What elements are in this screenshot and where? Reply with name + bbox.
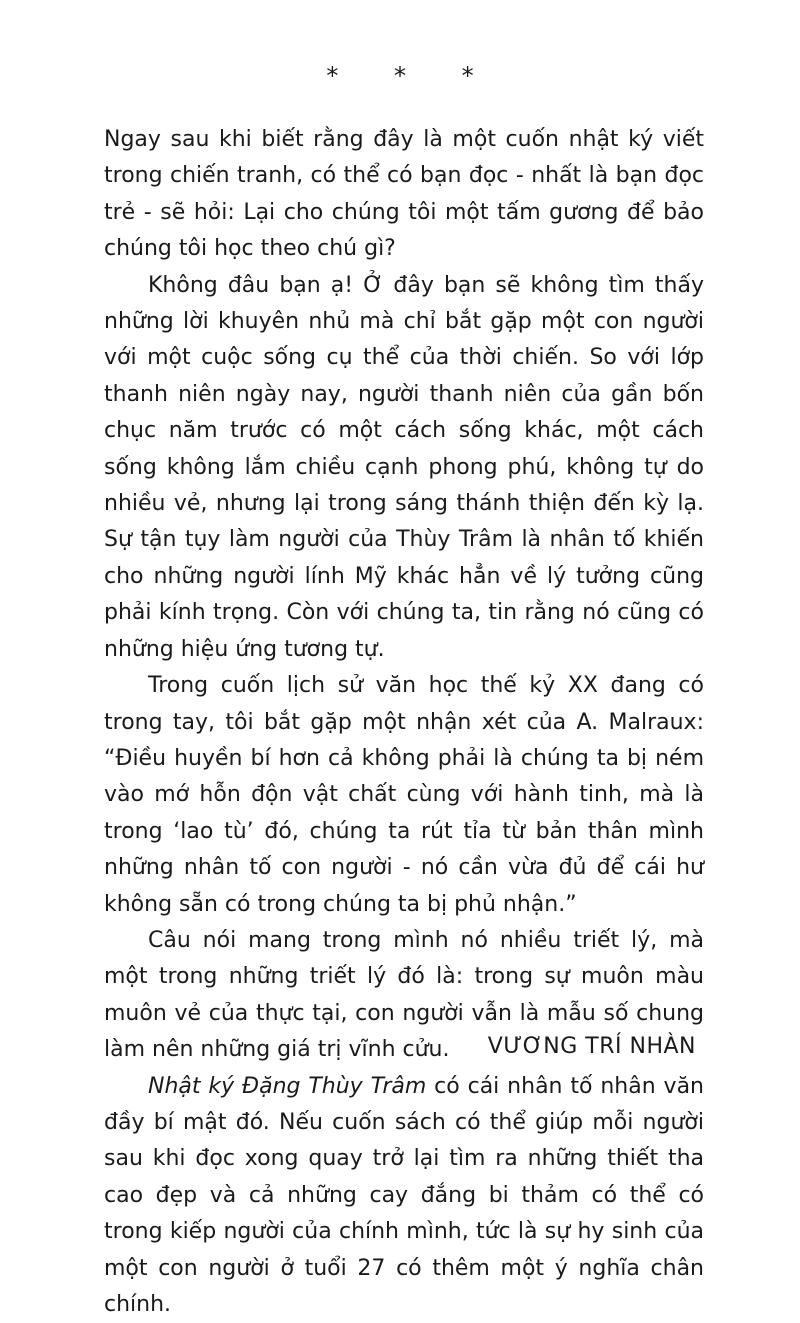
- section-divider: * * *: [326, 62, 498, 90]
- book-title: Nhật ký Đặng Thùy Trâm: [148, 1073, 427, 1099]
- paragraph-2: Không đâu bạn ạ! Ở đây bạn sẽ không tìm thấy những lời khuyên nhủ mà chỉ bắt gặp một con người với một cuộc sống cụ thể của thời chiến. So với lớp thanh niên ngày nay, người thanh niên của gần bốn chục năm trước có một cách sống khác, một cách sống không lắm chiều cạnh phong phú, không tự do nhiều vẻ, nhưng lại trong sáng thánh thiện đến kỳ lạ. Sự tận tụy làm người của Thùy Trâm là nhân tố khiến cho những người lính Mỹ khác hẳn về lý tưởng cũng phải kính trọng. Còn với chúng ta, tin rằng nó cũng có những hiệu ứng tương tự.: [104, 272, 704, 662]
- paragraph-3: Trong cuốn lịch sử văn học thế kỷ XX đang có trong tay, tôi bắt gặp một nhận xét của A. Malraux: “Điều huyền bí hơn cả không phải là chúng ta bị ném vào mớ hỗn độn vật chất cùng với hành tinh, mà là trong ‘lao tù’ đó, chúng ta rút tỉa từ bản thân mình những nhân tố con người - nó cần vừa đủ để cái hư không sẵn có trong chúng ta bị phủ nhận.”: [104, 673, 704, 917]
- body-text: [104, 122, 704, 1323]
- paragraph-4: Câu nói mang trong mình nó nhiều triết lý, mà một trong những triết lý đó là: trong sự muôn màu muôn vẻ của thực tại, con người vẫn là mẫu số chung làm nên những giá trị vĩnh cửu.: [104, 927, 704, 1063]
- paragraph-5-text: có cái nhân tố nhân văn đầy bí mật đó. Nếu cuốn sách có thể giúp mỗi người sau khi đọc xong quay trở lại tìm ra những thiết tha cao đẹp và cả những cay đắng bi thảm có thể có trong kiếp người của chính mình, tức là sự hy sinh của một con người ở tuổi 27 có thêm một ý nghĩa chân chính.: [104, 1073, 704, 1317]
- paragraph-1: Ngay sau khi biết rằng đây là một cuốn nhật ký viết trong chiến tranh, có thể có bạn đọc - nhất là bạn đọc trẻ - sẽ hỏi: Lại cho chúng tôi một tấm gương để bảo chúng tôi học theo chú gì?: [104, 127, 704, 262]
- paragraph-5: [104, 1069, 704, 1323]
- author-signature: VƯƠNG TRÍ NHÀN: [487, 1034, 696, 1059]
